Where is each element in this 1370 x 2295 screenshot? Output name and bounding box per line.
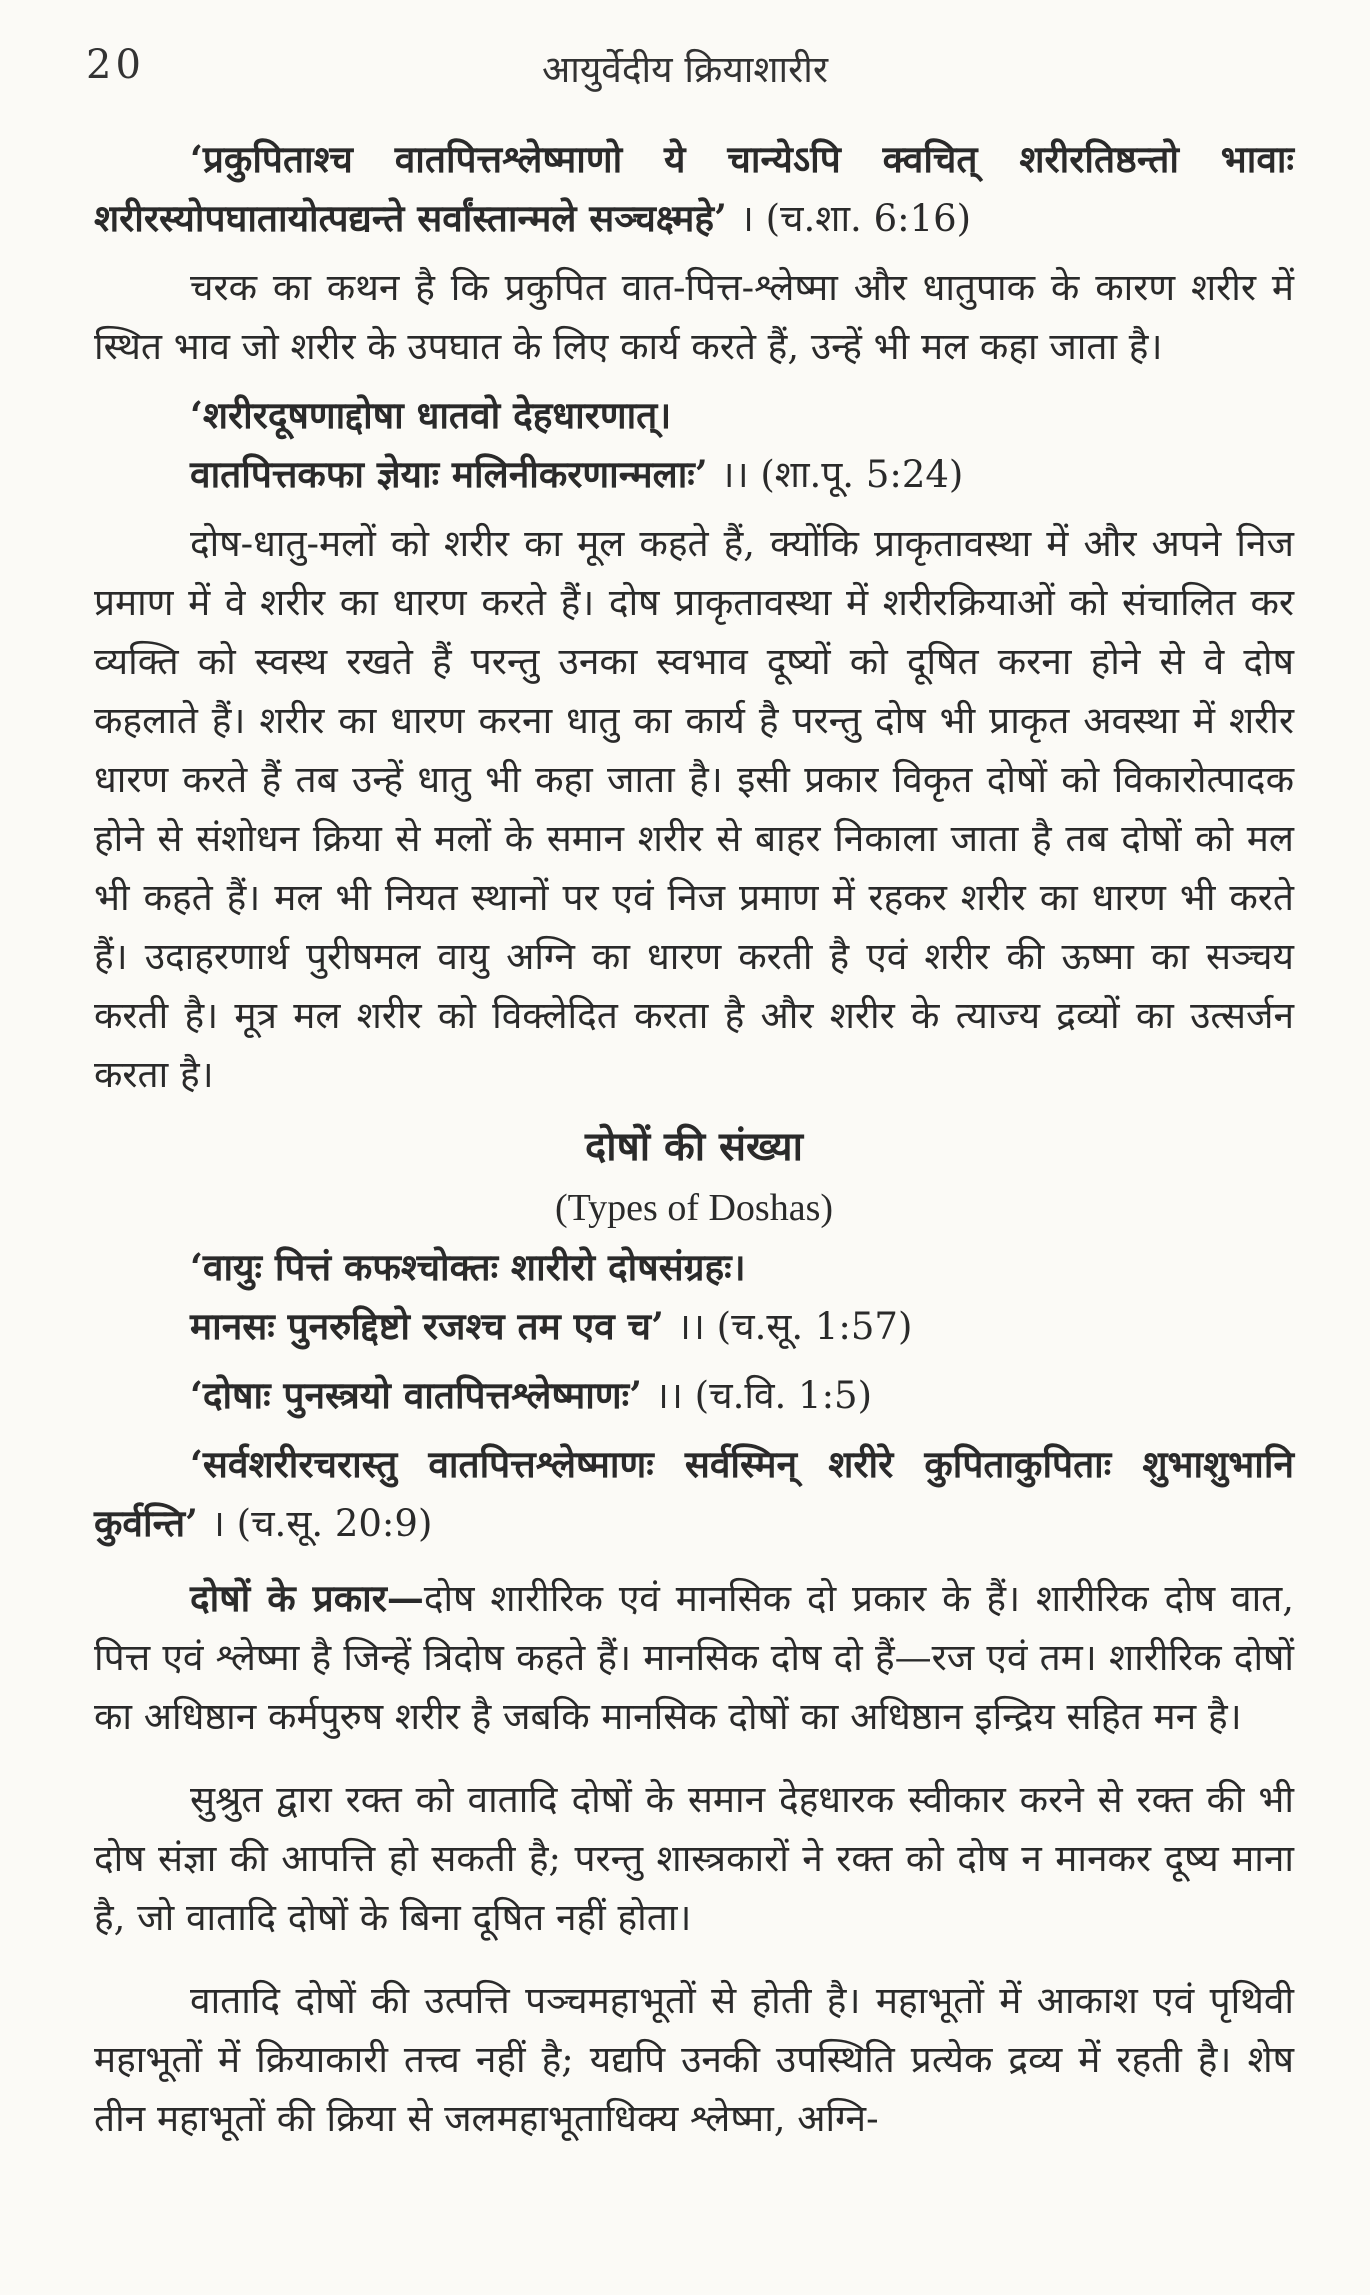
paragraph-1: चरक का कथन है कि प्रकुपित वात-पित्त-श्लेष्मा और धातुपाक के कारण शरीर में स्थित भाव जो शरीर के उपघात के लिए कार्य करते हैं, उन्हें भी मल कहा जाता है। [94, 266, 1294, 368]
quote-text: ‘सर्वशरीरचरास्तु वातपित्तश्लेष्माणः सर्वस्मिन् शरीरे कुपिताकुपिताः शुभाशुभानि कुर्वन्ति’ [94, 1442, 1294, 1545]
quote-text: वातपित्तकफा ज्ञेयाः मलिनीकरणान्मलाः’ [190, 452, 708, 496]
quote-line [94, 445, 1294, 504]
quote-reference: । (च.सू. 20:9) [210, 1502, 433, 1545]
paragraph-text: दोष शारीरिक एवं मानसिक दो प्रकार के हैं। शारीरिक दोष वात, पित्त एवं श्लेष्मा है जिन्हें त्रिदोष कहते हैं। मानसिक दोष दो हैं—रज एवं तम। शारीरिक दोषों का अधिष्ठान कर्मपुरुष शरीर है जबकि मानसिक दोषों का अधिष्ठान इन्द्रिय सहित मन है। [94, 1577, 1295, 1738]
quote-line: ‘वायुः पित्तं कफश्चोक्तः शारीरो दोषसंग्रहः। [190, 1245, 746, 1289]
page-body [94, 130, 1294, 2148]
paragraph-3 [94, 1569, 1294, 1746]
page-header [0, 38, 1370, 98]
quote-line [94, 1297, 1294, 1356]
paragraph-5: वातादि दोषों की उत्पत्ति पञ्चमहाभूतों से होती है। महाभूतों में आकाश एवं पृथिवी महाभूतों में क्रियाकारी तत्त्व नहीं है; यद्यपि उनकी उपस्थिति प्रत्येक द्रव्य में रहती है। शेष तीन महाभूतों की क्रिया से जलमहाभूताधिक्य श्लेष्मा, अग्नि- [94, 1979, 1294, 2140]
page-number: 20 [86, 42, 145, 88]
quote-text: ‘प्रकुपिताश्च वातपित्तश्लेष्माणो ये चान्येऽपि क्वचित् शरीरतिष्ठन्तो भावाः शरीरस्योपघातायोत्पद्यन्ते सर्वांस्तान्मले सञ्चक्ष्महे’ [94, 137, 1294, 240]
paragraph-2: दोष-धातु-मलों को शरीर का मूल कहते हैं, क्योंकि प्राकृतावस्था में और अपने निज प्रमाण में वे शरीर का धारण करते हैं। दोष प्राकृतावस्था में शरीरक्रियाओं को संचालित कर व्यक्ति को स्वस्थ रखते हैं परन्तु उनका स्वभाव दूष्यों को दूषित करना होने से वे दोष कहलाते हैं। शरीर का धारण करना धातु का कार्य है परन्तु दोष भी प्राकृत अवस्था में शरीर धारण करते हैं तब उन्हें धातु भी कहा जाता है। इसी प्रकार विकृत दोषों को विकारोत्पादक होने से संशोधन क्रिया से मलों के समान शरीर से बाहर निकाला जाता है तब दोषों को मल भी कहते हैं। मल भी नियत स्थानों पर एवं निज प्रमाण में रहकर शरीर का धारण भी करते हैं। उदाहरणार्थ पुरीषमल वायु अग्नि का धारण करती है एवं शरीर की ऊष्मा का सञ्चय करती है। मूत्र मल शरीर को विक्लेदित करता है और शरीर के त्याज्य द्रव्यों का उत्सर्जन करता है। [94, 522, 1294, 1096]
sanskrit-quote-4 [94, 1366, 1294, 1425]
quote-reference: ।। (च.सू. 1:57) [676, 1305, 913, 1348]
paragraph-4: सुश्रुत द्वारा रक्त को वातादि दोषों के समान देहधारक स्वीकार करने से रक्त की भी दोष संज्ञा की आपत्ति हो सकती है; परन्तु शास्त्रकारों ने रक्त को दोष न मानकर दूष्य माना है, जो वातादि दोषों के बिना दूषित नहीं होता। [94, 1778, 1294, 1939]
run-in-heading: दोषों के प्रकार— [190, 1576, 424, 1620]
running-title: आयुर्वेदीय क्रियाशारीर [542, 48, 828, 91]
section-heading: दोषों की संख्या [584, 1123, 803, 1170]
quote-reference: ।। (शा.पू. 5:24) [720, 453, 964, 496]
quote-reference: । (च.शा. 6:16) [739, 197, 972, 240]
sanskrit-quote-1 [94, 130, 1294, 248]
quote-line: ‘शरीरदूषणाद्दोषा धातवो देहधारणात्। [190, 393, 672, 437]
section-subheading: (Types of Doshas) [554, 1187, 834, 1229]
sanskrit-quote-5 [94, 1435, 1294, 1553]
sanskrit-quote-2 [94, 386, 1294, 504]
quote-text: मानसः पुनरुद्दिष्टो रजश्च तम एव च’ [190, 1304, 664, 1348]
sanskrit-quote-3 [94, 1238, 1294, 1356]
quote-text: ‘दोषाः पुनस्त्रयो वातपित्तश्लेष्माणः’ [190, 1373, 642, 1417]
quote-reference: ।। (च.वि. 1:5) [654, 1374, 873, 1417]
